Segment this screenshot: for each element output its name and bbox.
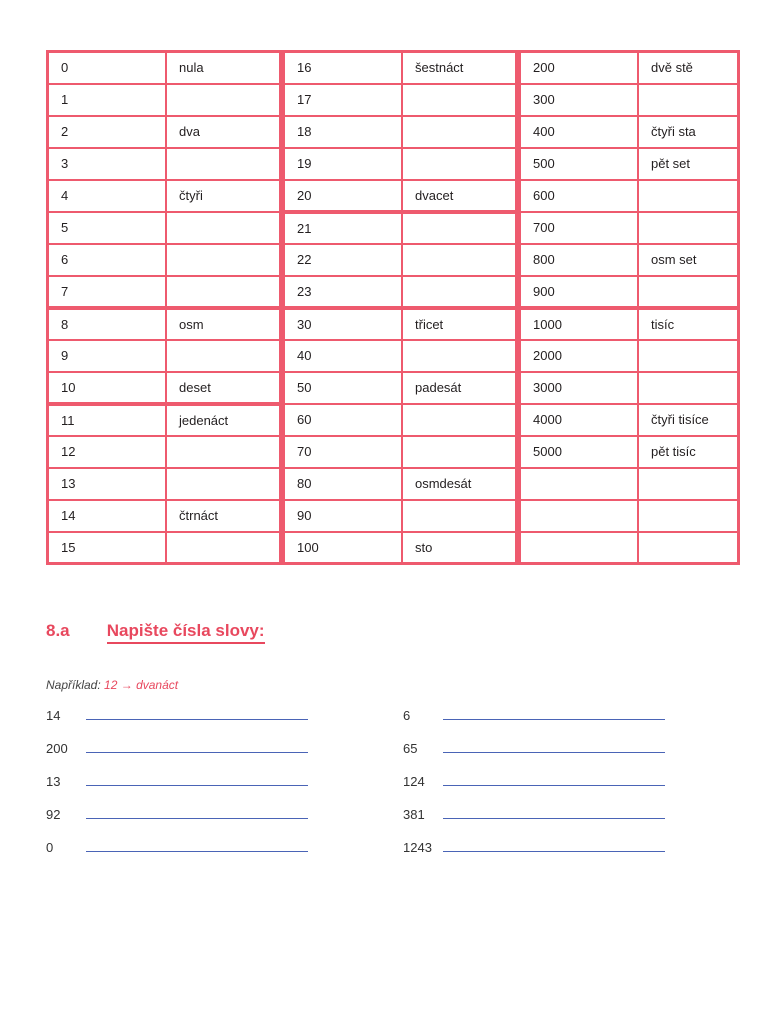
number-cell: 22 (284, 244, 403, 276)
task-row (46, 741, 308, 774)
table-row (284, 436, 517, 468)
number-cell: 40 (284, 340, 403, 372)
numbers-table-16-100 (282, 50, 518, 565)
word-cell (402, 84, 517, 116)
table-row (48, 148, 281, 180)
exercise-heading (46, 621, 265, 641)
word-cell (402, 404, 517, 436)
task-row (403, 708, 665, 741)
table-row (48, 84, 281, 116)
table-row (520, 212, 739, 244)
word-cell (638, 468, 739, 500)
word-cell: pět tisíc (638, 436, 739, 468)
table-row (520, 84, 739, 116)
word-cell (638, 180, 739, 212)
number-cell: 14 (48, 500, 167, 532)
word-cell: nula (166, 52, 281, 84)
table-row (48, 244, 281, 276)
word-cell: padesát (402, 372, 517, 404)
table-row (284, 308, 517, 340)
word-cell: čtrnáct (166, 500, 281, 532)
task-row (46, 807, 308, 840)
number-cell: 18 (284, 116, 403, 148)
table-row (284, 52, 517, 84)
table-row (520, 340, 739, 372)
number-cell: 17 (284, 84, 403, 116)
number-cell: 200 (520, 52, 639, 84)
table-row (520, 276, 739, 308)
table-row (520, 532, 739, 564)
table-row (520, 244, 739, 276)
word-cell (638, 212, 739, 244)
table-row (284, 500, 517, 532)
task-column-left (46, 708, 308, 873)
table-row (284, 340, 517, 372)
number-cell: 10 (48, 372, 167, 404)
word-cell (638, 372, 739, 404)
number-cell: 700 (520, 212, 639, 244)
number-cell: 8 (48, 308, 167, 340)
answer-line[interactable] (443, 785, 665, 786)
task-number: 14 (46, 708, 61, 723)
task-number: 6 (403, 708, 411, 723)
word-cell (166, 148, 281, 180)
word-cell (166, 276, 281, 308)
number-cell: 13 (48, 468, 167, 500)
number-cell: 21 (284, 212, 403, 244)
table-row (520, 372, 739, 404)
task-column-right (403, 708, 665, 873)
exercise-title: Napište čísla slovy: (107, 621, 265, 644)
number-cell: 50 (284, 372, 403, 404)
example-value: 12 → dvanáct (104, 678, 179, 692)
number-cell: 4000 (520, 404, 639, 436)
word-cell (402, 212, 517, 244)
word-cell (402, 500, 517, 532)
number-cell: 600 (520, 180, 639, 212)
table-row (284, 276, 517, 308)
numbers-table-0-15 (46, 50, 282, 565)
answer-line[interactable] (443, 752, 665, 753)
table-row (284, 212, 517, 244)
number-cell: 70 (284, 436, 403, 468)
word-cell (402, 436, 517, 468)
word-cell (638, 532, 739, 564)
table-row (284, 532, 517, 564)
task-row (403, 774, 665, 807)
table-row (520, 468, 739, 500)
word-cell: jedenáct (166, 404, 281, 436)
word-cell (166, 340, 281, 372)
word-cell: sto (402, 532, 517, 564)
number-cell (520, 532, 639, 564)
number-cell (520, 500, 639, 532)
number-tables (46, 50, 740, 565)
task-row (403, 840, 665, 873)
word-cell: tisíc (638, 308, 739, 340)
number-cell: 3000 (520, 372, 639, 404)
word-cell (166, 468, 281, 500)
word-cell: dva (166, 116, 281, 148)
number-cell: 11 (48, 404, 167, 436)
number-cell: 30 (284, 308, 403, 340)
table-row (520, 308, 739, 340)
word-cell (402, 340, 517, 372)
table-row (48, 308, 281, 340)
number-cell: 900 (520, 276, 639, 308)
number-cell: 5000 (520, 436, 639, 468)
number-cell: 6 (48, 244, 167, 276)
number-cell: 5 (48, 212, 167, 244)
table-row (48, 436, 281, 468)
table-row (48, 276, 281, 308)
answer-line[interactable] (86, 818, 308, 819)
number-cell: 19 (284, 148, 403, 180)
table-row (284, 244, 517, 276)
task-row (46, 774, 308, 807)
word-cell (638, 340, 739, 372)
table-row (48, 52, 281, 84)
word-cell: osm set (638, 244, 739, 276)
word-cell: pět set (638, 148, 739, 180)
example-label: Například: (46, 678, 101, 692)
number-cell: 300 (520, 84, 639, 116)
table-row (284, 116, 517, 148)
table-row (284, 404, 517, 436)
word-cell (166, 84, 281, 116)
table-row (48, 180, 281, 212)
number-cell: 4 (48, 180, 167, 212)
word-cell: osm (166, 308, 281, 340)
word-cell (166, 212, 281, 244)
number-cell: 3 (48, 148, 167, 180)
task-number: 124 (403, 774, 425, 789)
task-number: 381 (403, 807, 425, 822)
word-cell (402, 116, 517, 148)
number-cell: 0 (48, 52, 167, 84)
task-row (46, 840, 308, 873)
number-cell: 80 (284, 468, 403, 500)
word-cell: dvě stě (638, 52, 739, 84)
word-cell: dvacet (402, 180, 517, 212)
number-cell: 60 (284, 404, 403, 436)
answer-line[interactable] (86, 752, 308, 753)
task-number: 13 (46, 774, 61, 789)
number-cell: 2 (48, 116, 167, 148)
word-cell (638, 276, 739, 308)
number-cell (520, 468, 639, 500)
table-row (48, 212, 281, 244)
word-cell (166, 244, 281, 276)
task-row (46, 708, 308, 741)
word-cell: deset (166, 372, 281, 404)
table-row (48, 468, 281, 500)
table-row (48, 532, 281, 564)
word-cell: čtyři sta (638, 116, 739, 148)
table-row (520, 436, 739, 468)
word-cell: třicet (402, 308, 517, 340)
word-cell (166, 436, 281, 468)
number-cell: 7 (48, 276, 167, 308)
word-cell (402, 276, 517, 308)
word-cell (402, 244, 517, 276)
example-line (46, 678, 178, 692)
word-cell: čtyři (166, 180, 281, 212)
table-row (48, 372, 281, 404)
number-cell: 15 (48, 532, 167, 564)
number-cell: 9 (48, 340, 167, 372)
table-row (284, 372, 517, 404)
word-cell: šestnáct (402, 52, 517, 84)
table-row (284, 84, 517, 116)
table-row (520, 52, 739, 84)
word-cell (402, 148, 517, 180)
number-cell: 2000 (520, 340, 639, 372)
table-row (284, 148, 517, 180)
task-number: 92 (46, 807, 61, 822)
table-row (520, 404, 739, 436)
answer-line[interactable] (86, 851, 308, 852)
table-row (520, 148, 739, 180)
task-number: 200 (46, 741, 68, 756)
answer-line[interactable] (443, 818, 665, 819)
number-cell: 16 (284, 52, 403, 84)
table-row (284, 468, 517, 500)
answer-line[interactable] (86, 785, 308, 786)
word-cell: osmdesát (402, 468, 517, 500)
table-row (284, 180, 517, 212)
number-cell: 1 (48, 84, 167, 116)
number-cell: 23 (284, 276, 403, 308)
word-cell (638, 500, 739, 532)
task-row (403, 807, 665, 840)
word-cell: čtyři tisíce (638, 404, 739, 436)
exercise-number: 8.a (46, 621, 70, 640)
number-cell: 20 (284, 180, 403, 212)
answer-line[interactable] (86, 719, 308, 720)
table-row (48, 500, 281, 532)
table-row (48, 340, 281, 372)
number-cell: 12 (48, 436, 167, 468)
task-number: 1243 (403, 840, 432, 855)
answer-line[interactable] (443, 851, 665, 852)
number-cell: 100 (284, 532, 403, 564)
table-row (48, 404, 281, 436)
number-cell: 90 (284, 500, 403, 532)
word-cell (638, 84, 739, 116)
answer-line[interactable] (443, 719, 665, 720)
word-cell (166, 532, 281, 564)
table-row (520, 500, 739, 532)
task-row (403, 741, 665, 774)
table-row (520, 116, 739, 148)
table-row (520, 180, 739, 212)
number-cell: 800 (520, 244, 639, 276)
table-row (48, 116, 281, 148)
task-number: 65 (403, 741, 418, 756)
number-cell: 500 (520, 148, 639, 180)
number-cell: 1000 (520, 308, 639, 340)
numbers-table-200-5000 (518, 50, 740, 565)
task-number: 0 (46, 840, 54, 855)
number-cell: 400 (520, 116, 639, 148)
